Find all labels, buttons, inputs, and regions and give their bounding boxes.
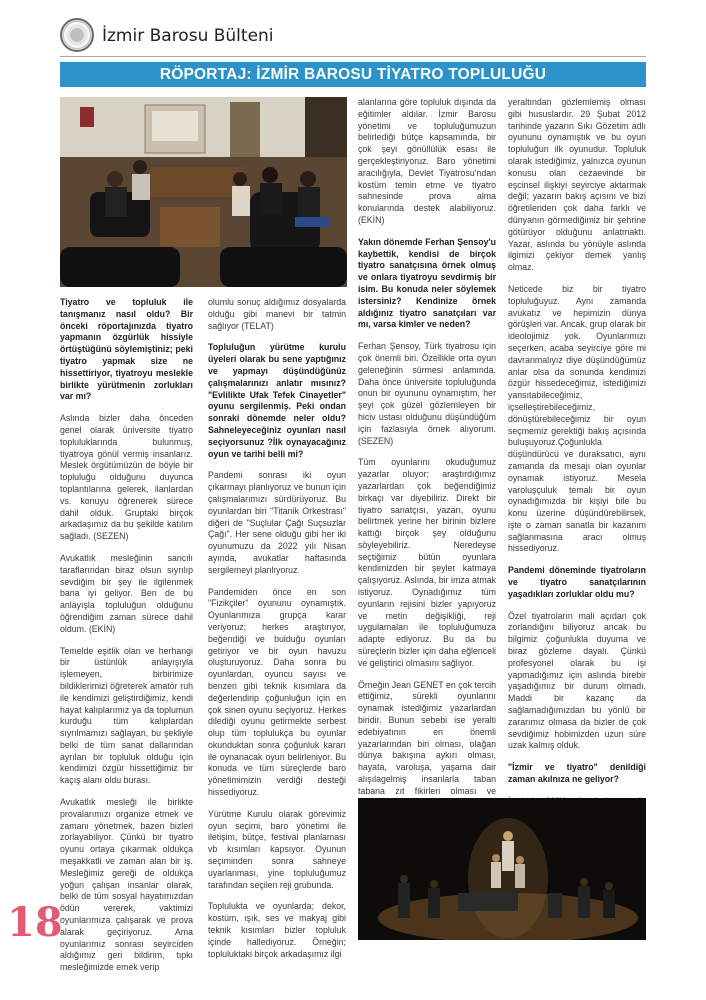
interview-photo xyxy=(60,97,347,287)
answer-paragraph: Avukatlık mesleği ile birlikte provalarımızı organize etmek ve zamanı yönetmek, bazen bizleri zorlayabiliyor. Çünkü bir tiyatro oyunu ortaya çıkarmak oldukça meşakkatli ve zaman alan bir iş. Mesleğimiz gereği de oldukça yoğun çalışan insanlar olarak, belki de tüm sosyal hayatımızdan ödün vererek, vaktimizi oyunlarımıza çalışarak ve prova alarak geçiriyoruz. Ama oyunlarımız sonrası seyirciden aldığımız geri bildirim, tıpkı mesleğimizde emek verip xyxy=(60,797,193,973)
answer-paragraph: Pandemiden önce en son "Fizikçiler" oyununu oynamıştık. Oyunlarımıza grupça karar veriyoruz; herkes araştırıyor, beğendiği ve bulduğu oyunları getiriyor ve bir oyun havuzu oluşturuyoruz. Daha sonra bu oyunlardan, oyuncu sayısı ve benzeri gibi teknik kısımlara da değerlendirip çoğunluğun için en çok sinen oyunu seçiyoruz. Herkes dilediği oyunu getirmekte serbest olup tüm toplulukça bu oyunlar okunduktan sonra çoğunluk kararı ile oynanacak oyun belirleniyor. Bu konuda ve tüm süreçlerde baro yönetimimizin verdiği desteği hissediyoruz. xyxy=(208,586,346,798)
article-title-banner: RÖPORTAJ: İZMİR BAROSU TİYATRO TOPLULUĞU xyxy=(60,62,646,87)
answer-paragraph: Neticede biz bir tiyatro topluluğuyuz. Aynı zamanda avukatız ve hepimizin dünya görüşleri var. Ancak, grup olarak bir ideolojimiz yok. Oyunlarımızı seçerken, acaba seyirciye göre mi davranmalıyız diye düşündüğümüz anlar olsa da sonunda kendimizi özgür hissedeceğimiz, istediğimizi yansıtabileceğimiz, içselleştirebileceğimiz, dönüştürebileceğimiz bir oyun seçmemiz gerektiği bakış açısında buluşuyoruz.Çoğunlukla düşündürücü ve duraksatıcı, aynı zamanda da mesajı olan oyunlar oynamak istiyoruz. Mesela varoluşçuluk temalı bir oyun oynadığımızda bir kişiyi bile bu konu üzerine düşündürebilirsek, işte o zaman sanatla bir kazanım sağlanmasına aracı olmuş hissediyoruz. xyxy=(508,283,646,554)
answer-paragraph: Yürütme Kurulu olarak görevimiz oyun seçimi, baro yönetimi ile iletişim, bütçe, festival planlaması vb kısımları kapsıyor. Oyunun seçiminden sonra sahneye uyarlanması, yine topluluğumuz tarafından seçilen reji grubunda. xyxy=(208,808,346,890)
answer-paragraph: yeraltından gözlemlemiş olması gibi hususlardır. 29 Şubat 2012 tarihinde yazarın Sıkı Gözetim adlı oyununu oynamıştık ve bu oyun topluluğun ilk oyunudur. Topluluk olarak istediğimiz, yalnızca oyunun konusu olan cezaevinde bir eşcinsel ilişkiyi seyirciye aktarmak değil; yazarın bakış açısını ve bizi öğretilenden çok daha farklı ve dünyanın görmediğimiz bir şehrine götürüyor olduğunu anlatmaktı. Yazar, aslında bu yönüyle aslında ilgimizi çekiyor demek yanlış olmaz. xyxy=(508,97,646,273)
bar-association-logo xyxy=(60,18,94,52)
text-column-3 xyxy=(358,97,496,819)
answer-paragraph: Temelde eşitlik olan ve herhangi bir üstünlük anlayışıyla işlemeyen, birbirimize bildiklerimizi öğreterek amatör ruh ile kendimizi geliştirdiğimiz, kendi hayat kalıplarımız ya da toplumun kurduğu tüm kalıplardan sıyrılmamızı sağlayan, bu şekliyle belki de tüm sanat dallarından ayrılan bir topluluk olduğu için kendimizi özgür hissettiğimiz bir kaçış alanı oldu burası. xyxy=(60,645,193,786)
page-number: 18 xyxy=(7,899,63,946)
text-column-4 xyxy=(508,97,646,829)
answer-paragraph: Aslında bizler daha önceden genel olarak üniversite tiyatro topluluklarında bulunmuş, tiyatroya gönül vermiş insanlarız. Meslek örgütümüzün de böyle bir topluluğu olduğunu duyunca toplantılarına gelerek, ilanlardan vs. konuyu öğrenerek sürece dahil olduk. Gruptaki birçok arkadaşımız da bu şekilde katılım sağladı. (SEZEN) xyxy=(60,413,193,542)
answer-paragraph: alanlarına göre topluluk dışında da eğitimler aldılar. İzmir Barosu yönetimi ve topluluğumuzun belirlediği bütçe kapsamında, bir çok şeyi gönüllülük esası ile gerçekleştiriyoruz. Baro yönetimi aracılığıyla, Devlet Tiyatrosu'ndan kostüm temin etme ve tiyatro sahnesinde prova alma konularında destek alabiliyoruz. (EKİN) xyxy=(358,97,496,225)
text-column-2 xyxy=(208,297,346,970)
stage-performance-photo xyxy=(358,798,646,940)
question-paragraph: "İzmir ve tiyatro" denildiği zaman akılnıza ne geliyor? xyxy=(508,762,646,785)
question-paragraph: Pandemi döneminde tiyatroların ve tiyatro sanatçılarının yaşadıkları zorluklar oldu mu? xyxy=(508,565,646,599)
question-paragraph: Tiyatro ve topluluk ile tanışmanız nasıl oldu? Bir önceki röportajınızda tiyatro yapmanın özgürlük hissiyle örtüştüğünü söylemiştiniz; peki tiyatro yapmak size ne hissettiriyor, tiyatroyu meslekle birlikte yürütmenin zorlukları var mı? xyxy=(60,297,193,402)
header-divider xyxy=(60,56,646,57)
answer-paragraph: Örneğin Jean GENET en çok tercih ettiğimiz, sürekli oyunlarını oynamak istediğimiz yazarlardan biridir. Bunun sebebi ise yeralti edebiyatının en önemli yazarlarından biri olması, olağan dünya bakışına aykırı olması, hayata, varoluşa, yaşama dair alışılagelmiş insanlarla taban tabana zıt fikirleri olması ve xyxy=(358,679,496,796)
publication-title: İzmir Barosu Bülteni xyxy=(102,26,274,46)
question-paragraph: Yakın dönemde Ferhan Şensoy'u kaybettik, kendisi de birçok tiyatro sanatçısına örnek olmuş ve onlara tiyatroyu sevdirmiş bir isim. Bu konuda neler söylemek istersiniz? Kendinize örnek aldığınız tiyatro sanatçıları var mı, varsa kimler ve neden? xyxy=(358,236,496,330)
answer-paragraph: Ferhan Şensoy, Türk tiyatrosu için çok önemli biri. Özellikle orta oyun geleneğinin sürmesi anlamında. Daha önce üniversite topluluğunda onun bir oyununu oynamıştım, her şeyi çok güzel gözlemleyen bir hiciv ustası olduğunu düşündüğüm için fazlasıyla örnek alıyorum. (SEZEN) xyxy=(358,341,496,446)
answer-paragraph: Tüm oyunlarını okuduğumuz yazarlar oluyor; araştırdığımız yazarlardan çok beğendiğimiz birkaçı var diyebiliriz. Direkt bir tiyatro sanatçısı, yazarı, oyunu belirtmek yerine her birinin bizlere kattığı birçok şey olduğunu söyleyebiliriz. Neredeyse seçtiğimiz bütün oyunlara kendimizden bir şeyler katmaya çalışıyoruz. Aslında, bir imza atmak istiyoruz. Oynadığımız tüm oyunların rejisini bizler yapıyoruz ve metin değişikliği, reji uygulamaları ile topluluğumuza adapte ediyoruz. Bu da bu süreçlerin bizler için daha eğlenceli ve geliştirici olmasını sağlıyor. xyxy=(358,457,496,668)
answer-paragraph: olumlu sonuç aldığımız dosyalarda olduğu gibi manevi bir tatmin sağlıyor (TELAT) xyxy=(208,297,346,331)
text-column-1 xyxy=(60,297,193,984)
answer-paragraph: Avukatlık mesleğinin sancılı taraflarından biraz olsun sıyrılıp sevdiğim bir şey ile ilgilenmek bana iyi geliyor. Ben de bu anlayışla topluluğun olduğunu öğrendiğim zaman sürece dahil oldum. (EKİN) xyxy=(60,552,193,634)
answer-paragraph: Özel tiyatroların mali açıdan çok zorlandığını biliyoruz ancak bu bilgimiz çoğunlukla duyuma ve biraz gözleme dayalı. Çünkü profesyonel olarak bu işi yapmadığımız için aslında birebir yaşadığımız bir durum olmadı. Maddi bir kazanç da sağlamadığımızdan bu yönlü bir zararımız olmasa da bizler de çok sevdiğimiz hobimizden uzun süre uzak kalmış olduk. xyxy=(508,610,646,751)
page-header xyxy=(60,18,646,58)
question-paragraph: Topluluğun yürütme kurulu üyeleri olarak bu sene yaptığınız ve yapmayı düşündüğünüz çalışmalarınızı anlatır mısınız? "Evlilikte Ufak Tefek Cinayetler" oyunu sergilenmiş. Peki ondan sonraki dönemde neler oldu? Sahneleyeceğiniz oyunları nasıl seçiyorsunuz ?İlk oynayacağınız oyun ve tarihi belli mi? xyxy=(208,342,346,459)
answer-paragraph: Toplulukta ve oyunlarda; dekor, kostüm, ışık, ses ve makyaj gibi teknik kısımları bizler topluluk içinde hallediyoruz. Örneğin; topluluktaki birçok arkadaşımız ilgi xyxy=(208,901,346,959)
answer-paragraph: Pandemi sonrası iki oyun çıkarmayı planlıyoruz ve bunun için çalışmalarımızı sürdürüyoruz. Bu oyunlardan biri "Titanik Orkestrası" diğeri de "Suçlular Çağı Suçsuzlar Çağı". Her sene olduğu gibi her iki oyunumuzu da 2022 yılı Nisan ayında, avukatlar haftasında sergilemeyi planlıyoruz. xyxy=(208,470,346,575)
